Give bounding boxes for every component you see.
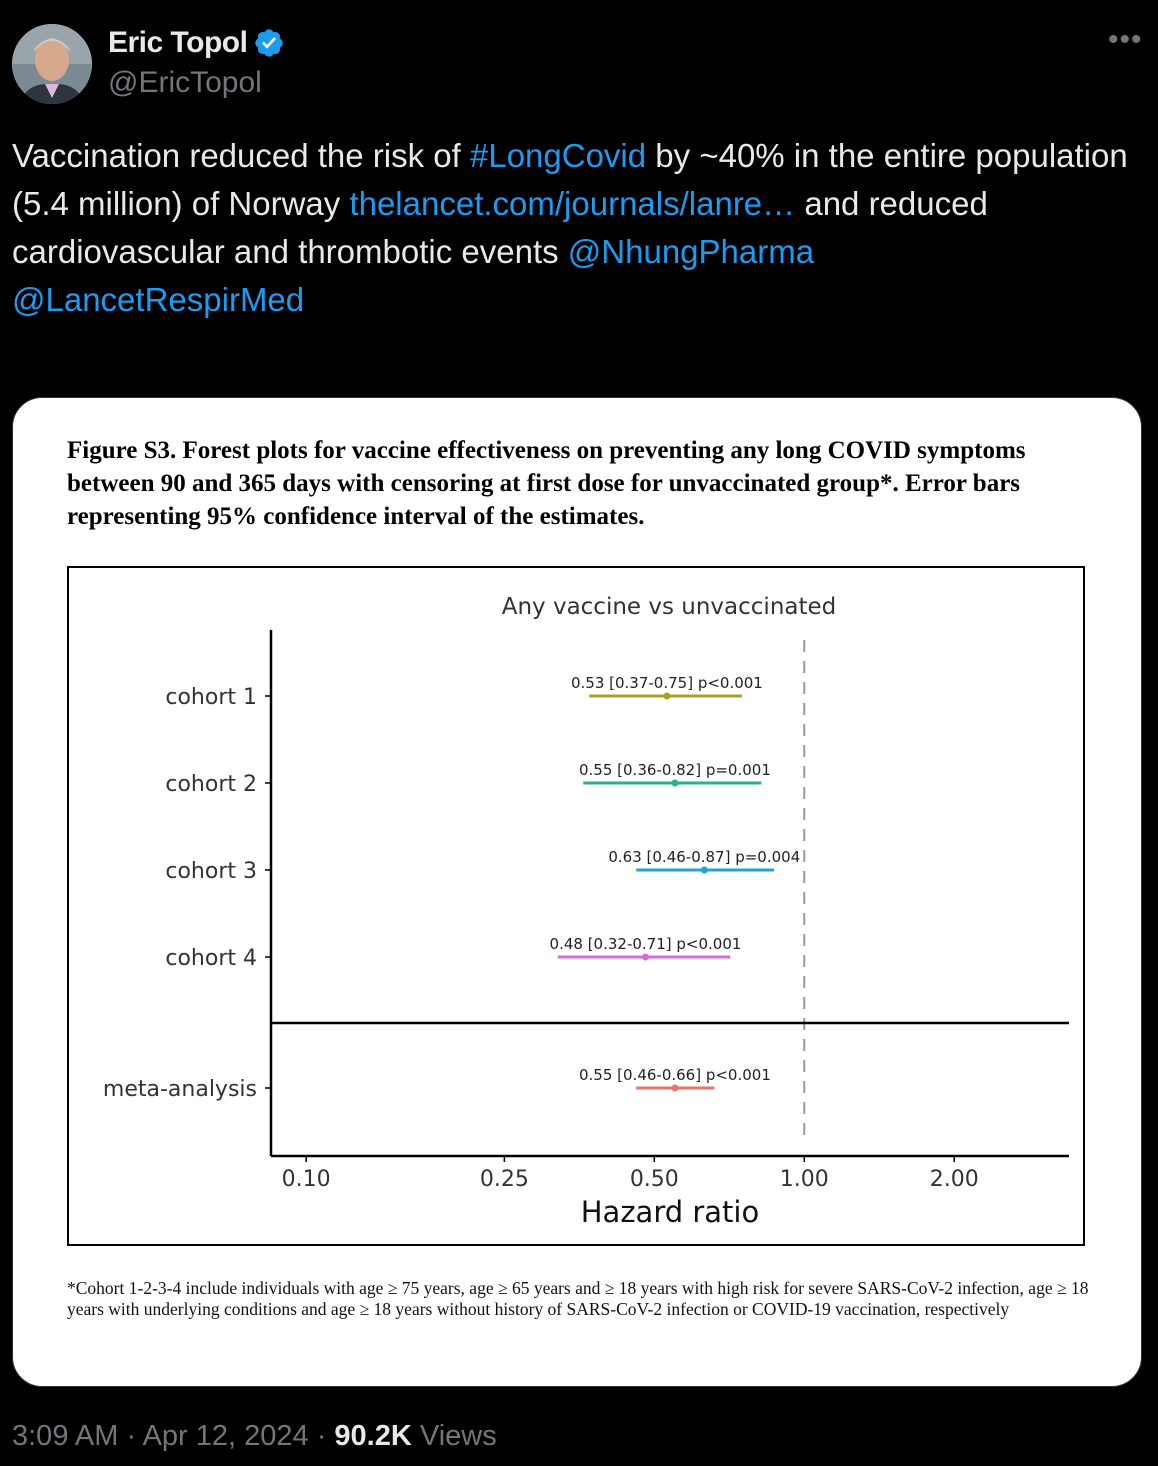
row-label: cohort 1 <box>165 685 257 710</box>
figure-footnote: *Cohort 1-2-3-4 include individuals with age ≥ 75 years, age ≥ 65 years and ≥ 18 years with high risk for severe SARS-CoV-2 infection, age ≥ 18 years with underlying conditions and age ≥ 18 years without history of SARS-CoV-2 infection or COVID-19 vaccination, respectively <box>67 1278 1089 1319</box>
mention-link[interactable]: @NhungPharma <box>567 233 815 270</box>
row-label: cohort 3 <box>165 859 257 884</box>
figure-caption: Figure S3. Forest plots for vaccine effectiveness on preventing any long COVID symptoms between 90 and 365 days with censoring at first dose for unvaccinated group*. Error bars representing 95% confidence interval of the estimates. <box>67 437 1026 530</box>
tweet-text-part: and reduced cardiovascular and thrombotic events <box>12 185 988 270</box>
media-image[interactable] <box>12 397 1142 1387</box>
tweet-meta <box>12 1420 497 1453</box>
forest-plot-svg <box>69 568 1083 1244</box>
point-estimate <box>671 1085 678 1092</box>
more-dots-icon[interactable]: ••• <box>1108 23 1143 56</box>
x-tick-label: 0.50 <box>629 1167 679 1192</box>
estimate-label: 0.53 [0.37-0.75] p<0.001 <box>570 674 763 692</box>
estimate-label: 0.55 [0.36-0.82] p=0.001 <box>578 761 771 779</box>
x-tick-label: 0.10 <box>281 1167 331 1192</box>
x-tick-label: 2.00 <box>929 1167 979 1192</box>
views-count: 90.2K <box>334 1420 412 1452</box>
forest-plot <box>67 566 1085 1246</box>
hashtag-link[interactable]: #LongCovid <box>469 137 647 174</box>
author-name[interactable]: Eric Topol <box>108 26 248 59</box>
point-estimate <box>642 954 649 961</box>
x-tick-label: 0.25 <box>479 1167 529 1192</box>
tweet-text-part: Vaccination reduced the risk of <box>12 137 470 174</box>
x-axis-label: Hazard ratio <box>580 1195 760 1229</box>
article-link[interactable]: thelancet.com/journals/lanre… <box>349 185 796 222</box>
avatar-image <box>12 24 92 104</box>
plot-title: Any vaccine vs unvaccinated <box>501 594 837 620</box>
mention-link[interactable]: @LancetRespirMed <box>12 281 305 318</box>
row-label: cohort 4 <box>165 946 257 971</box>
x-tick-label: 1.00 <box>779 1167 829 1192</box>
estimate-label: 0.55 [0.46-0.66] p<0.001 <box>578 1066 771 1084</box>
row-label: cohort 2 <box>165 772 257 797</box>
estimate-label: 0.48 [0.32-0.71] p<0.001 <box>549 935 742 953</box>
timestamp[interactable]: 3:09 AM · Apr 12, 2024 · <box>12 1420 335 1452</box>
point-estimate <box>663 693 670 700</box>
point-estimate <box>671 780 678 787</box>
tweet-text <box>12 132 1132 324</box>
verified-badge-icon <box>253 27 285 59</box>
avatar[interactable] <box>12 24 92 104</box>
row-label: meta-analysis <box>102 1077 257 1102</box>
author-handle[interactable]: @EricTopol <box>108 66 262 99</box>
views-label: Views <box>411 1420 497 1452</box>
tweet-text-part: by ~40% in the entire population (5.4 million) of Norway <box>12 137 1128 222</box>
point-estimate <box>701 867 708 874</box>
estimate-label: 0.63 [0.46-0.87] p=0.004 <box>608 848 801 866</box>
author-name-row[interactable] <box>108 26 285 60</box>
